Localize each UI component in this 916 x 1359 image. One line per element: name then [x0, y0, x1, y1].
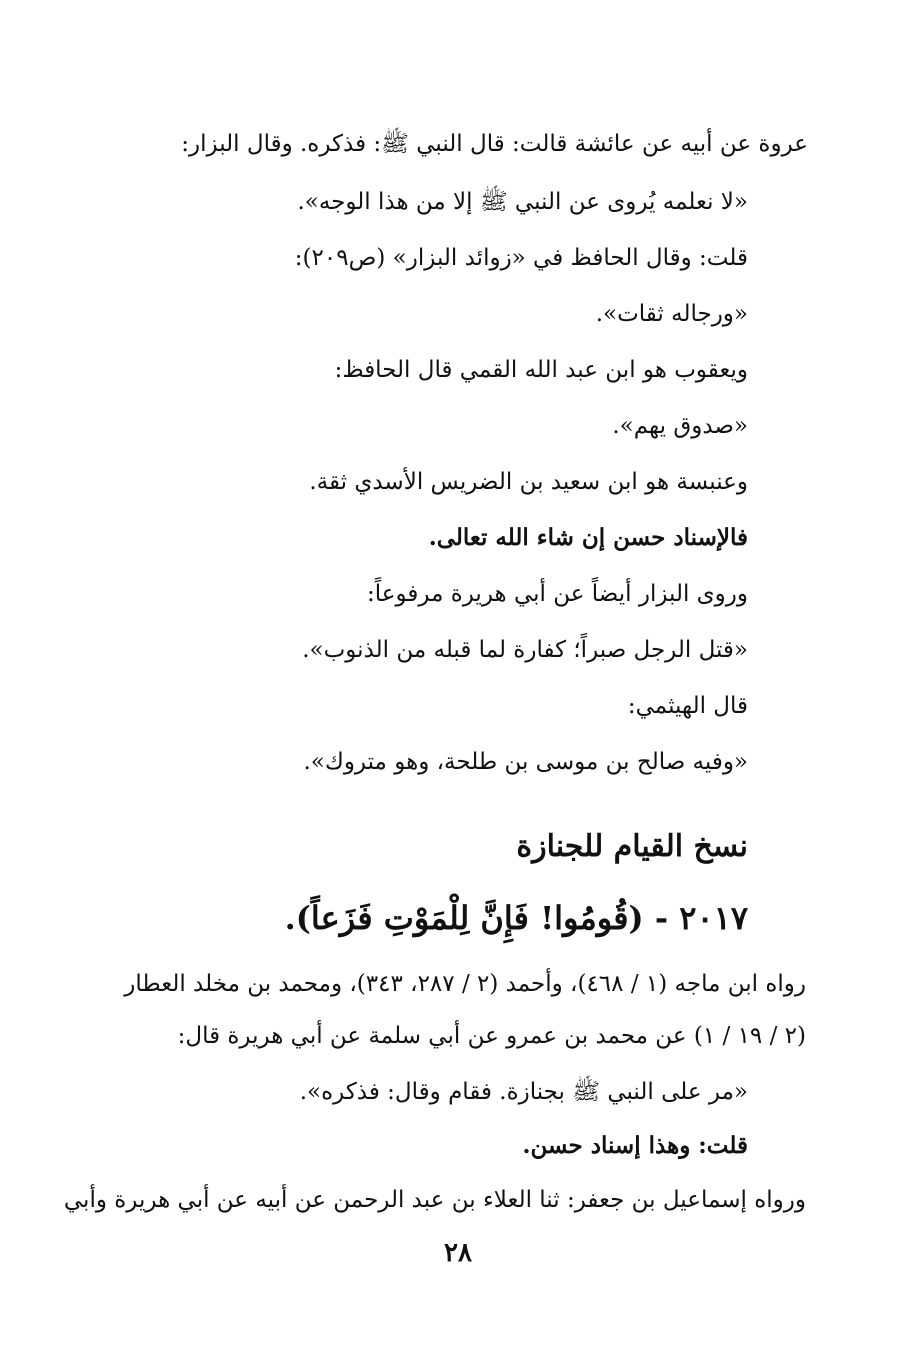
text-line-17: ورواه إسماعيل بن جعفر: ثنا العلاء بن عبد الرحمن عن أبيه عن أبي هريرة وأبي [63, 1187, 806, 1213]
page-number: ٢٨ [444, 1238, 472, 1268]
text-line-4: «ورجاله ثقات». [595, 301, 748, 327]
text-line-11: قال الهيثمي: [627, 693, 748, 719]
text-line-16: قلت: وهذا إسناد حسن. [522, 1132, 748, 1159]
text-line-1: عروة عن أبيه عن عائشة قالت: قال النبي ﷺ: فذكره. وقال البزار: [181, 131, 808, 157]
text-line-13: رواه ابن ماجه (١ / ٤٦٨)، وأحمد (٢ / ٢٨٧، ٣٤٣)، ومحمد بن مخلد العطار [124, 971, 806, 997]
text-line-8: فالإسناد حسن إن شاء الله تعالى. [428, 524, 748, 551]
section-heading: نسخ القيام للجنازة [516, 829, 748, 864]
text-line-15: «مر على النبي ﷺ بجنازة. فقام وقال: فذكره». [299, 1079, 748, 1105]
text-line-3: قلت: وقال الحافظ في «زوائد البزار» (ص٢٠٩): [294, 245, 748, 271]
text-line-9: وروى البزار أيضاً عن أبي هريرة مرفوعاً: [367, 581, 748, 607]
text-line-5: ويعقوب هو ابن عبد الله القمي قال الحافظ: [334, 357, 748, 383]
text-line-2: «لا نعلمه يُروى عن النبي ﷺ إلا من هذا الوجه». [297, 189, 748, 215]
text-line-14: (٢ / ١٩ / ١) عن محمد بن عمرو عن أبي سلمة عن أبي هريرة قال: [177, 1023, 806, 1049]
text-line-6: «صدوق يهم». [612, 413, 748, 439]
hadith-title: ٢٠١٧ - (قُومُوا! فَإِنَّ لِلْمَوْتِ فَزَعاً). [284, 899, 748, 937]
text-line-7: وعنبسة هو ابن سعيد بن الضريس الأسدي ثقة. [309, 469, 748, 495]
text-line-12: «وفيه صالح بن موسى بن طلحة، وهو متروك». [303, 749, 748, 775]
text-line-10: «قتل الرجل صبراً؛ كفارة لما قبله من الذنوب». [302, 637, 748, 663]
